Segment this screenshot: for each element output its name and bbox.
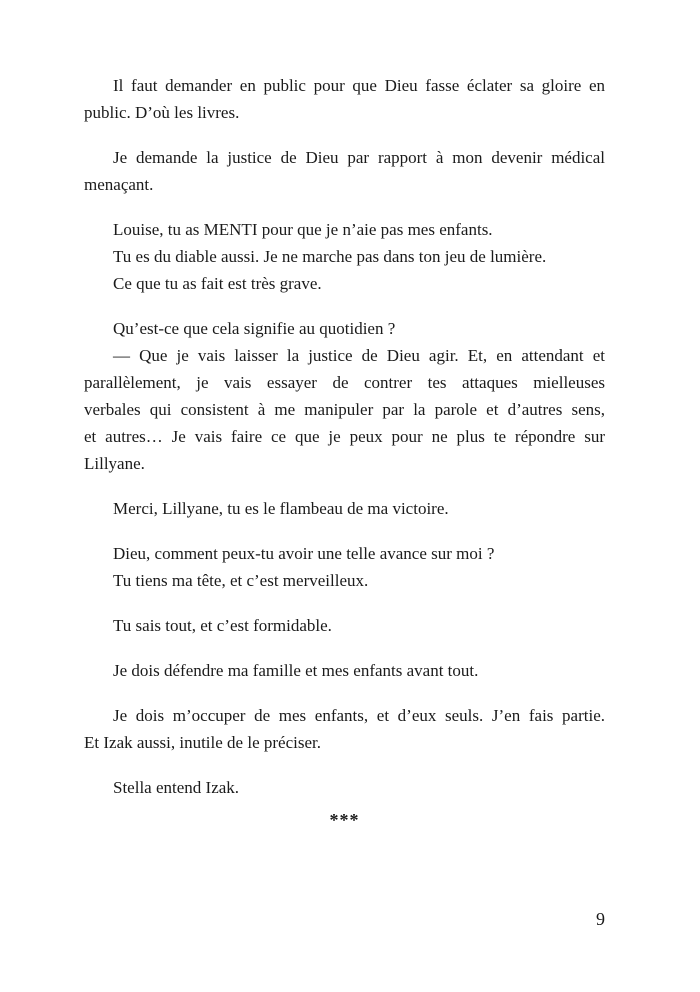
paragraph-block <box>84 315 605 477</box>
text-line: Tu sais tout, et c’est formidable. <box>113 616 332 635</box>
text-line: Et Izak aussi, inutile de le préciser. <box>84 733 321 752</box>
paragraph-block <box>84 495 605 522</box>
text-line: verbales qui consistent à me manipuler par la parole et d’autres sens, <box>84 400 605 419</box>
paragraph-block <box>84 72 605 126</box>
text-line: Je dois m’occuper de mes enfants, et d’eux seuls. J’en fais partie. <box>113 706 605 725</box>
text-line: parallèlement, je vais essayer de contrer tes attaques mielleuses <box>84 373 605 392</box>
paragraph-block <box>84 216 605 297</box>
paragraph-container <box>84 72 605 801</box>
paragraph-block <box>84 612 605 639</box>
paragraph-block <box>84 774 605 801</box>
paragraph-block <box>84 702 605 756</box>
text-line: Tu tiens ma tête, et c’est merveilleux. <box>113 571 369 590</box>
page-number: 9 <box>596 909 605 929</box>
text-line: Louise, tu as MENTI pour que je n’aie pas mes enfants. <box>113 220 493 239</box>
text-line: Ce que tu as fait est très grave. <box>113 274 322 293</box>
text-line: et autres… Je vais faire ce que je peux pour ne plus te répondre sur <box>84 427 605 446</box>
section-divider: *** <box>329 810 360 830</box>
text-line: Merci, Lillyane, tu es le flambeau de ma victoire. <box>113 499 449 518</box>
paragraph-block <box>84 657 605 684</box>
text-line: Il faut demander en public pour que Dieu fasse éclater sa gloire en <box>113 76 605 95</box>
text-line: Lillyane. <box>84 454 145 473</box>
text-line: Stella entend Izak. <box>113 778 240 797</box>
text-line: Je dois défendre ma famille et mes enfants avant tout. <box>113 661 479 680</box>
text-line: Tu es du diable aussi. Je ne marche pas dans ton jeu de lumière. <box>113 247 547 266</box>
text-line: Je demande la justice de Dieu par rapport à mon devenir médical <box>113 148 605 167</box>
text-line: menaçant. <box>84 175 154 194</box>
text-line: Dieu, comment peux-tu avoir une telle avance sur moi ? <box>113 544 495 563</box>
page-body <box>84 72 605 834</box>
text-line: — Que je vais laisser la justice de Dieu agir. Et, en attendant et <box>113 346 605 365</box>
text-line: public. D’où les livres. <box>84 103 240 122</box>
paragraph-block <box>84 144 605 198</box>
text-line: Qu’est-ce que cela signifie au quotidien ? <box>113 319 396 338</box>
paragraph-block <box>84 540 605 594</box>
